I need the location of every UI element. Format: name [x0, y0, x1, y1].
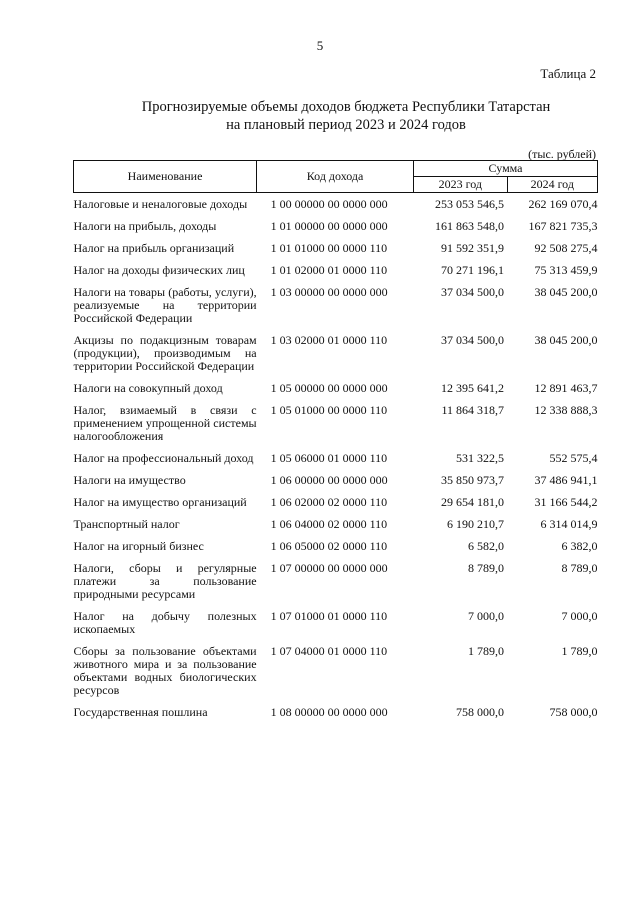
row-code: 1 06 04000 02 0000 110 — [270, 517, 388, 531]
row-name: Налог на имущество организаций — [73, 495, 247, 509]
row-code: 1 00 00000 00 0000 000 — [270, 197, 388, 211]
row-name: Налоговые и неналоговые доходы — [73, 197, 248, 211]
row-value-2023: 758 000,0 — [456, 705, 505, 719]
row-value-2024: 6 314 014,9 — [540, 517, 598, 531]
row-name: Акцизы по подакцизным товарам (продукции), производимым на территории Российской Федерации — [73, 333, 257, 373]
row-code: 1 07 00000 00 0000 000 — [270, 561, 388, 575]
row-name: Налоги, сборы и регулярные платежи за пользование природными ресурсами — [73, 561, 257, 601]
row-code: 1 01 01000 00 0000 110 — [270, 241, 388, 255]
row-code: 1 03 00000 00 0000 000 — [270, 285, 388, 299]
table-row — [74, 491, 598, 513]
row-value-2024: 8 789,0 — [561, 561, 598, 575]
table-row — [74, 640, 598, 701]
row-code: 1 08 00000 00 0000 000 — [270, 705, 388, 719]
row-code: 1 01 00000 00 0000 000 — [270, 219, 388, 233]
row-value-2023: 12 395 641,2 — [441, 381, 505, 395]
row-code: 1 06 02000 02 0000 110 — [270, 495, 388, 509]
row-value-2024: 31 166 544,2 — [534, 495, 598, 509]
row-code: 1 07 04000 01 0000 110 — [270, 644, 388, 658]
row-value-2023: 253 053 546,5 — [435, 197, 505, 211]
table-row — [74, 701, 598, 723]
header-year-2024: 2024 год — [507, 177, 597, 193]
row-name: Налог на профессиональный доход — [73, 451, 254, 465]
title-line-1: Прогнозируемые объемы доходов бюджета Республики Татарстан — [141, 99, 551, 115]
row-value-2024: 92 508 275,4 — [534, 241, 598, 255]
table-row — [74, 535, 598, 557]
table-row — [74, 215, 598, 237]
title-line-2: на плановый период 2023 и 2024 годов — [226, 117, 466, 133]
table-row — [74, 329, 598, 377]
row-code: 1 05 00000 00 0000 000 — [270, 381, 388, 395]
row-value-2024: 38 045 200,0 — [534, 333, 598, 347]
row-code: 1 06 00000 00 0000 000 — [270, 473, 388, 487]
row-name: Налоги на имущество — [73, 473, 186, 487]
header-name: Наименование — [74, 161, 257, 193]
row-value-2024: 1 789,0 — [561, 644, 598, 658]
row-value-2023: 91 592 351,9 — [441, 241, 505, 255]
row-value-2024: 38 045 200,0 — [534, 285, 598, 299]
row-name: Налоги на товары (работы, услуги), реализуемые на территории Российской Федерации — [73, 285, 257, 325]
row-name: Налог, взимаемый в связи с применением упрощенной системы налогообложения — [73, 403, 257, 443]
row-value-2024: 758 000,0 — [549, 705, 598, 719]
row-value-2024: 6 382,0 — [561, 539, 598, 553]
row-value-2023: 1 789,0 — [468, 644, 505, 658]
table-row — [74, 237, 598, 259]
table-header — [74, 161, 598, 193]
row-name: Налог на добычу полезных ископаемых — [73, 609, 257, 636]
table-row — [74, 557, 598, 605]
row-name: Государственная пошлина — [73, 705, 208, 719]
row-value-2023: 35 850 973,7 — [441, 473, 505, 487]
row-value-2024: 7 000,0 — [561, 609, 598, 623]
table-row — [74, 259, 598, 281]
row-code: 1 06 05000 02 0000 110 — [270, 539, 388, 553]
table-row — [74, 399, 598, 447]
row-value-2023: 37 034 500,0 — [441, 333, 505, 347]
table-row — [74, 513, 598, 535]
header-sum: Сумма — [414, 161, 598, 177]
row-value-2023: 8 789,0 — [468, 561, 505, 575]
row-value-2023: 37 034 500,0 — [441, 285, 505, 299]
header-code: Код дохода — [257, 161, 414, 193]
row-name: Налоги на совокупный доход — [73, 381, 223, 395]
row-value-2023: 70 271 196,1 — [441, 263, 505, 277]
row-value-2023: 531 322,5 — [456, 451, 505, 465]
budget-table — [73, 160, 598, 723]
row-value-2023: 7 000,0 — [468, 609, 505, 623]
header-year-2023: 2023 год — [414, 177, 507, 193]
row-name: Транспортный налог — [73, 517, 180, 531]
row-value-2023: 6 190 210,7 — [447, 517, 505, 531]
table-row — [74, 377, 598, 399]
units-note: (тыс. рублей) — [528, 147, 596, 161]
table-row — [74, 469, 598, 491]
page-number: 5 — [316, 38, 324, 53]
row-value-2024: 262 169 070,4 — [528, 197, 598, 211]
row-value-2023: 161 863 548,0 — [435, 219, 505, 233]
row-value-2024: 12 891 463,7 — [534, 381, 598, 395]
table-row — [74, 193, 598, 216]
row-name: Налог на игорный бизнес — [73, 539, 204, 553]
table-body — [74, 193, 598, 724]
row-value-2024: 37 486 941,1 — [534, 473, 598, 487]
row-value-2024: 12 338 888,3 — [534, 403, 598, 417]
row-value-2024: 552 575,4 — [549, 451, 598, 465]
document-title — [0, 98, 640, 134]
row-name: Налог на прибыль организаций — [73, 241, 235, 255]
table-row — [74, 281, 598, 329]
row-code: 1 01 02000 01 0000 110 — [270, 263, 388, 277]
row-code: 1 07 01000 01 0000 110 — [270, 609, 388, 623]
row-value-2024: 75 313 459,9 — [534, 263, 598, 277]
table-row — [74, 605, 598, 640]
row-name: Налоги на прибыль, доходы — [73, 219, 217, 233]
row-value-2023: 29 654 181,0 — [441, 495, 505, 509]
row-code: 1 05 01000 00 0000 110 — [270, 403, 388, 417]
table-label: Таблица 2 — [540, 66, 596, 81]
row-code: 1 05 06000 01 0000 110 — [270, 451, 388, 465]
row-code: 1 03 02000 01 0000 110 — [270, 333, 388, 347]
row-name: Сборы за пользование объектами животного мира и за пользование объектами водных биологических ресурсов — [73, 644, 257, 697]
row-name: Налог на доходы физических лиц — [73, 263, 245, 277]
row-value-2023: 6 582,0 — [468, 539, 505, 553]
row-value-2023: 11 864 318,7 — [441, 403, 505, 417]
table-row — [74, 447, 598, 469]
row-value-2024: 167 821 735,3 — [528, 219, 598, 233]
